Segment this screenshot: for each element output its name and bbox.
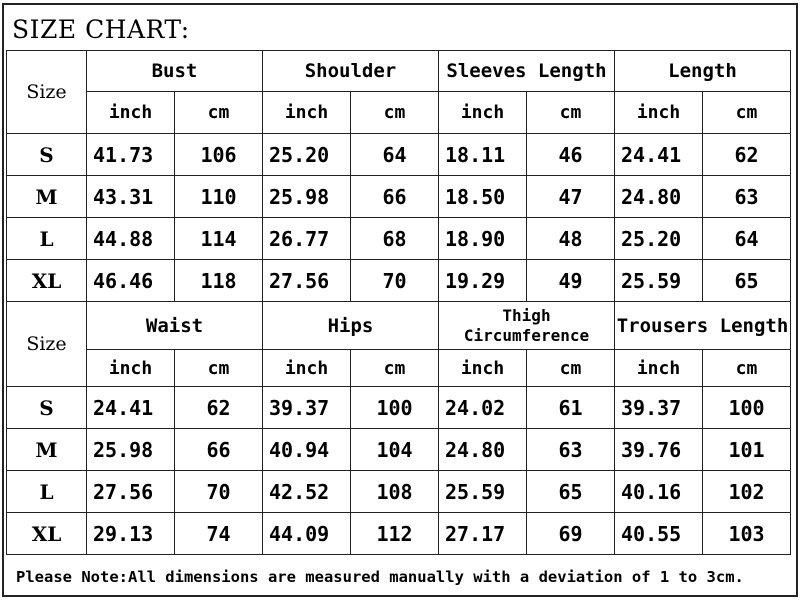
value-cell: 44.88: [87, 218, 175, 260]
value-cell: 18.50: [439, 176, 527, 218]
value-cell: 70: [351, 260, 439, 302]
group-header-trousers-length: Trousers Length: [615, 302, 791, 350]
size-header: Size: [7, 51, 87, 134]
unit-cm: cm: [703, 92, 791, 134]
value-cell: 39.37: [615, 387, 703, 429]
table-row: [7, 260, 791, 302]
value-cell: 25.59: [439, 471, 527, 513]
size-cell: L: [7, 218, 87, 260]
value-cell: 27.17: [439, 513, 527, 555]
value-cell: 18.90: [439, 218, 527, 260]
size-header: Size: [7, 302, 87, 387]
value-cell: 25.59: [615, 260, 703, 302]
value-cell: 29.13: [87, 513, 175, 555]
value-cell: 26.77: [263, 218, 351, 260]
value-cell: 27.56: [263, 260, 351, 302]
upper-size-table: [6, 50, 791, 302]
value-cell: 40.94: [263, 429, 351, 471]
value-cell: 74: [175, 513, 263, 555]
group-header-bust: Bust: [87, 51, 263, 92]
size-cell: S: [7, 134, 87, 176]
unit-cm: cm: [175, 92, 263, 134]
table-row: [7, 429, 791, 471]
value-cell: 64: [351, 134, 439, 176]
unit-inch: inch: [439, 350, 527, 387]
value-cell: 43.31: [87, 176, 175, 218]
value-cell: 62: [703, 134, 791, 176]
value-cell: 102: [703, 471, 791, 513]
value-cell: 46.46: [87, 260, 175, 302]
unit-cm: cm: [703, 350, 791, 387]
value-cell: 47: [527, 176, 615, 218]
unit-inch: inch: [615, 92, 703, 134]
value-cell: 25.98: [87, 429, 175, 471]
value-cell: 44.09: [263, 513, 351, 555]
value-cell: 65: [703, 260, 791, 302]
group-header-waist: Waist: [87, 302, 263, 350]
value-cell: 19.29: [439, 260, 527, 302]
value-cell: 46: [527, 134, 615, 176]
value-cell: 106: [175, 134, 263, 176]
unit-inch: inch: [263, 350, 351, 387]
value-cell: 25.20: [615, 218, 703, 260]
thigh-label-line2: Circumference: [463, 325, 590, 345]
value-cell: 24.41: [615, 134, 703, 176]
value-cell: 41.73: [87, 134, 175, 176]
value-cell: 63: [703, 176, 791, 218]
table-row: [7, 471, 791, 513]
value-cell: 42.52: [263, 471, 351, 513]
group-header-thigh-circumference: [439, 302, 615, 350]
size-cell: XL: [7, 513, 87, 555]
value-cell: 114: [175, 218, 263, 260]
value-cell: 61: [527, 387, 615, 429]
size-cell: M: [7, 176, 87, 218]
value-cell: 40.16: [615, 471, 703, 513]
value-cell: 100: [703, 387, 791, 429]
size-cell: S: [7, 387, 87, 429]
value-cell: 63: [527, 429, 615, 471]
chart-title: SIZE CHART:: [12, 15, 190, 44]
group-header-shoulder: Shoulder: [263, 51, 439, 92]
value-cell: 49: [527, 260, 615, 302]
unit-inch: inch: [439, 92, 527, 134]
value-cell: 118: [175, 260, 263, 302]
size-chart: [2, 3, 798, 597]
size-cell: L: [7, 471, 87, 513]
unit-cm: cm: [351, 92, 439, 134]
value-cell: 110: [175, 176, 263, 218]
measurement-note: Please Note:All dimensions are measured manually with a deviation of 1 to 3cm.: [16, 568, 744, 586]
lower-size-table: [6, 301, 791, 555]
unit-inch: inch: [87, 92, 175, 134]
unit-inch: inch: [615, 350, 703, 387]
value-cell: 24.80: [615, 176, 703, 218]
unit-cm: cm: [175, 350, 263, 387]
value-cell: 40.55: [615, 513, 703, 555]
value-cell: 112: [351, 513, 439, 555]
value-cell: 100: [351, 387, 439, 429]
unit-inch: inch: [87, 350, 175, 387]
value-cell: 39.76: [615, 429, 703, 471]
size-cell: M: [7, 429, 87, 471]
value-cell: 66: [351, 176, 439, 218]
value-cell: 24.80: [439, 429, 527, 471]
table-row: [7, 513, 791, 555]
value-cell: 24.41: [87, 387, 175, 429]
value-cell: 24.02: [439, 387, 527, 429]
thigh-label-line1: Thigh: [502, 305, 551, 325]
value-cell: 103: [703, 513, 791, 555]
value-cell: 104: [351, 429, 439, 471]
value-cell: 27.56: [87, 471, 175, 513]
size-cell: XL: [7, 260, 87, 302]
unit-inch: inch: [263, 92, 351, 134]
group-header-hips: Hips: [263, 302, 439, 350]
unit-cm: cm: [527, 92, 615, 134]
value-cell: 48: [527, 218, 615, 260]
unit-cm: cm: [351, 350, 439, 387]
group-header-sleeves-length: Sleeves Length: [439, 51, 615, 92]
group-header-length: Length: [615, 51, 791, 92]
value-cell: 39.37: [263, 387, 351, 429]
value-cell: 18.11: [439, 134, 527, 176]
table-row: [7, 176, 791, 218]
value-cell: 62: [175, 387, 263, 429]
unit-cm: cm: [527, 350, 615, 387]
table-row: [7, 387, 791, 429]
value-cell: 25.98: [263, 176, 351, 218]
value-cell: 69: [527, 513, 615, 555]
value-cell: 101: [703, 429, 791, 471]
value-cell: 65: [527, 471, 615, 513]
value-cell: 68: [351, 218, 439, 260]
value-cell: 25.20: [263, 134, 351, 176]
table-row: [7, 134, 791, 176]
value-cell: 108: [351, 471, 439, 513]
table-row: [7, 218, 791, 260]
value-cell: 66: [175, 429, 263, 471]
value-cell: 70: [175, 471, 263, 513]
value-cell: 64: [703, 218, 791, 260]
